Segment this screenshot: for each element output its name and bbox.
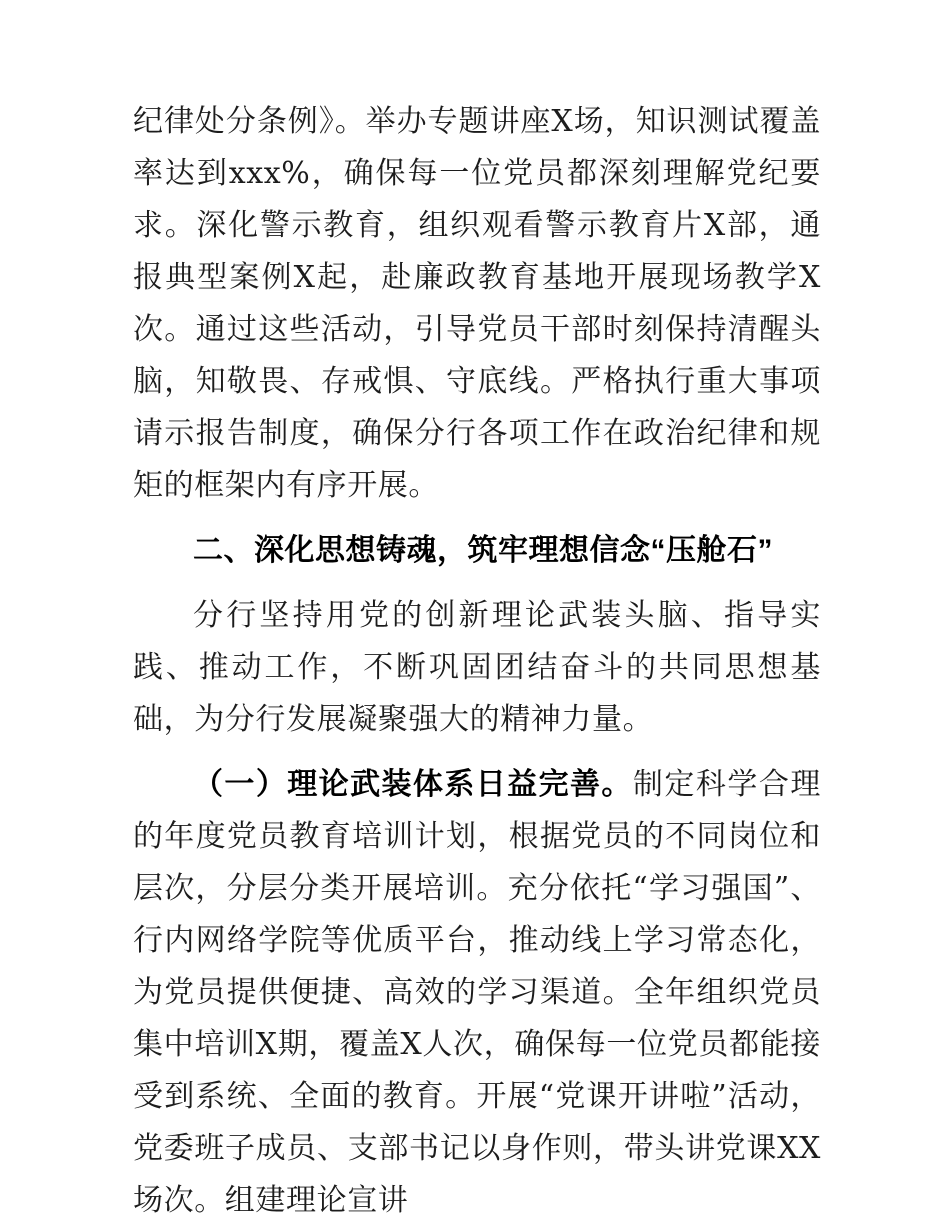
paragraph-item-one [133, 759, 821, 1227]
paragraph-section-intro: 分行坚持用党的创新理论武装头脑、指导实践、推动工作，不断巩固团结奋斗的共同思想基础，为分行发展凝聚强大的精神力量。 [133, 598, 821, 737]
paragraph-continued: 纪律处分条例》。举办专题讲座X场，知识测试覆盖率达到xxx%，确保每一位党员都深刻理解党纪要求。深化警示教育，组织观看警示教育片X部，通报典型案例X起，赴廉政教育基地开展现场教学X次。通过这些活动，引导党员干部时刻保持清醒头脑，知敬畏、存戒惧、守底线。严格执行重大事项请示报告制度，确保分行各项工作在政治纪律和规矩的框架内有序开展。 [133, 104, 821, 503]
section-heading-two: 二、深化思想铸魂，筑牢理想信念“压舱石” [193, 534, 773, 567]
paragraph-item-one-lead-in: （一）理论武装体系日益完善。 [193, 768, 633, 801]
document-body [133, 96, 821, 1230]
paragraph-item-one-text: 制定科学合理的年度党员教育培训计划，根据党员的不同岗位和层次，分层分类开展培训。充分依托“学习强国”、行内网络学院等优质平台，推动线上学习常态化，为党员提供便捷、高效的学习渠道。全年组织党员集中培训X期，覆盖X人次，确保每一位党员都能接受到系统、全面的教育。开展“党课开讲啦”活动，党委班子成员、支部书记以身作则，带头讲党课XX场次。组建理论宣讲 [133, 767, 822, 1218]
